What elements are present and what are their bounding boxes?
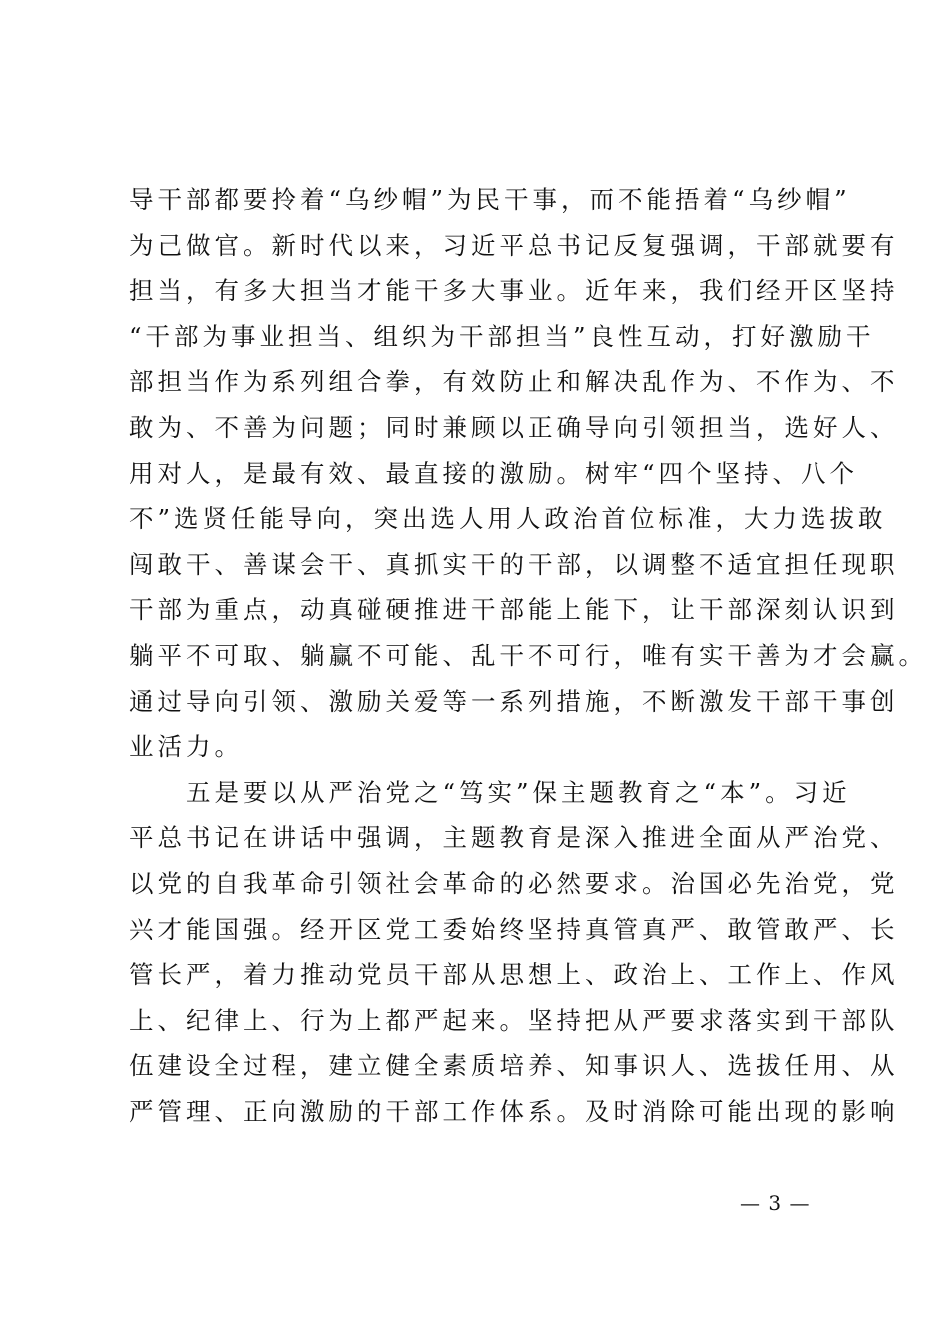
text-line: 敢为、不善为问题；同时兼顾以正确导向引领担当，选好人、 [129,412,899,442]
text-line: 担当，有多大担当才能干多大事业。近年来，我们经开区坚持 [129,276,899,306]
page-number: — 3 — [740,1191,811,1215]
body-text [129,177,927,1134]
text-line: 躺平不可取、躺赢不可能、乱干不可行，唯有实干善为才会赢。 [129,640,927,670]
text-line: 严管理、正向激励的干部工作体系。及时消除可能出现的影响 [129,1096,899,1126]
text-line: 兴才能国强。经开区党工委始终坚持真管真严、敢管敢严、长 [129,914,899,944]
text-line: 部担当作为系列组合拳，有效防止和解决乱作为、不作为、不 [129,367,899,397]
text-line: 伍建设全过程，建立健全素质培养、知事识人、选拔任用、从 [129,1051,899,1081]
text-line: 上、纪律上、行为上都严起来。坚持把从严要求落实到干部队 [129,1005,899,1035]
text-line: 用对人，是最有效、最直接的激励。树牢“四个坚持、八个 [129,458,859,488]
text-line: 业活力。 [129,732,243,762]
text-line: 管长严，着力推动党员干部从思想上、政治上、工作上、作风 [129,960,899,990]
text-line: 导干部都要拎着“乌纱帽”为民干事，而不能捂着“乌纱帽” [129,185,851,214]
text-line: 不”选贤任能导向，突出选人用人政治首位标准，大力选拔敢 [129,504,887,534]
text-line: 为己做官。新时代以来，习近平总书记反复强调，干部就要有 [129,230,899,260]
text-line: 五是要以从严治党之“笃实”保主题教育之“本”。习近 [129,777,851,807]
text-line: 平总书记在讲话中强调，主题教育是深入推进全面从严治党、 [129,823,899,853]
text-line: 通过导向引领、激励关爱等一系列措施，不断激发干部干事创 [129,686,899,716]
text-line: 闯敢干、善谋会干、真抓实干的干部，以调整不适宜担任现职 [129,549,899,579]
text-line: 以党的自我革命引领社会革命的必然要求。治国必先治党，党 [129,868,899,898]
text-line: 干部为重点，动真碰硬推进干部能上能下，让干部深刻认识到 [129,595,899,625]
text-line: “干部为事业担当、组织为干部担当”良性互动，打好激励干 [129,321,875,351]
